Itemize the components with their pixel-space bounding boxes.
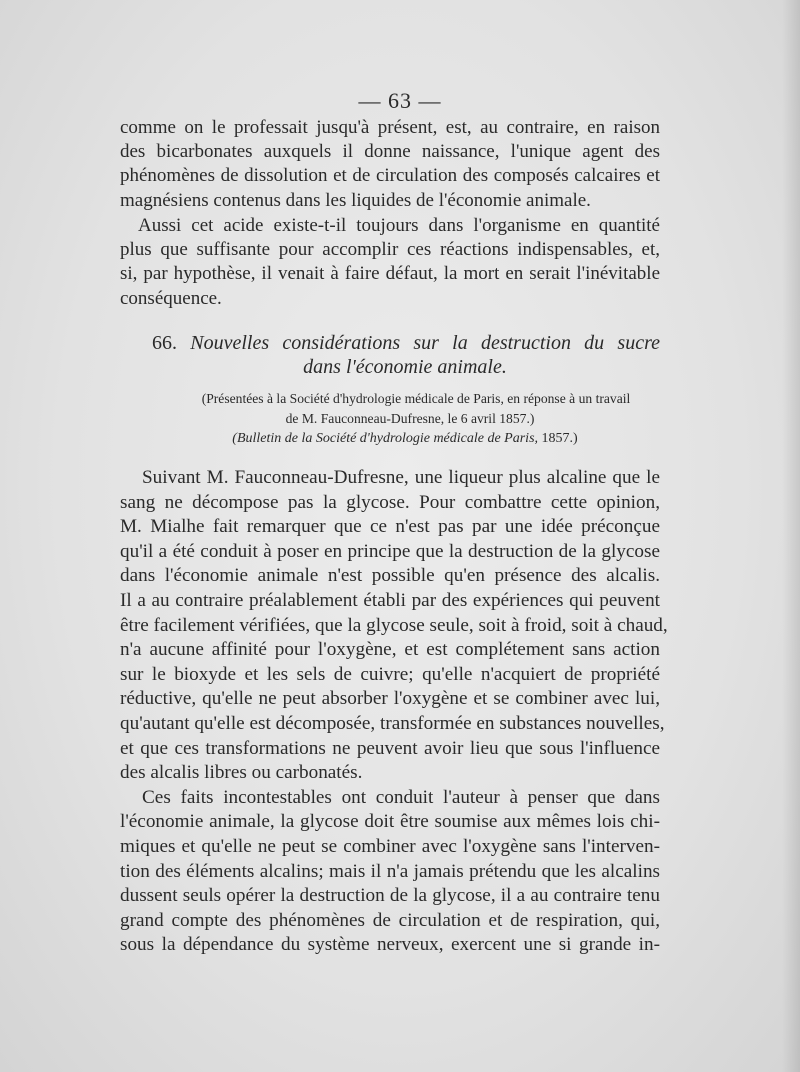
text-line: et que ces transformations ne peuvent avoir lieu que sous l'influence — [120, 737, 660, 759]
aussi-paragraph — [120, 214, 660, 311]
body-text — [120, 466, 668, 958]
text-line: tion des éléments alcalins; mais il n'a jamais prétendu que les alcalins — [120, 860, 660, 882]
section-number: 66. — [152, 332, 177, 354]
section-note — [120, 389, 660, 449]
note-line: de M. Fauconneau-Dufresne, le 6 avril 1857.) — [285, 411, 535, 426]
text-line: M. Mialhe fait remarquer que ce n'est pas par une idée préconçue — [120, 516, 660, 538]
section-title-line1 — [120, 331, 660, 355]
section-heading — [120, 331, 660, 379]
text-line: Suivant M. Fauconneau-Dufresne, une liqueur plus alcaline que le — [142, 467, 660, 488]
text-line: n'a aucune affinité pour l'oxygène, et est complétement sans action — [120, 639, 660, 661]
text-line: dans l'économie animale n'est possible qu'en présence des alcalis. — [120, 565, 660, 587]
text-line: grand compte des phénomènes de circulation et de respiration, qui, — [120, 909, 660, 931]
text-line: plus que suffisante pour accomplir ces réactions indispensables, et, — [120, 239, 660, 261]
text-line: être facilement vérifiées, que la glycose seule, soit à froid, soit à chaud, — [120, 614, 668, 636]
section-title-text: Nouvelles considérations sur la destruction du sucre — [190, 332, 661, 354]
text-line: sur le bioxyde et les sels de cuivre; qu'elle n'acquiert de propriété — [120, 663, 660, 685]
source-year: 1857.) — [541, 431, 578, 446]
text-line: magnésiens contenus dans les liquides de l'économie animale. — [120, 189, 591, 211]
text-line: Il a au contraire préalablement établi par des expériences qui peuvent — [120, 589, 660, 611]
text-line: qu'autant qu'elle est décomposée, transformée en substances nouvelles, — [120, 712, 665, 734]
text-line: phénomènes de dissolution et de circulation des composés calcaires et — [120, 165, 660, 187]
source-citation — [120, 429, 660, 449]
text-line: réductive, qu'elle ne peut absorber l'oxygène et se combiner avec lui, — [120, 688, 660, 710]
text-line: comme on le professait jusqu'à présent, est, au contraire, en raison — [120, 117, 660, 138]
section-title-line2: dans l'économie animale. — [303, 356, 507, 378]
note-line: (Présentées à la Société d'hydrologie médicale de Paris, en réponse à un travail — [201, 391, 631, 406]
text-line: sang ne décompose pas la glycose. Pour combattre cette opinion, — [120, 491, 660, 513]
continuation-paragraph — [120, 116, 660, 213]
text-line: des bicarbonates auxquels il donne naissance, l'unique agent des — [120, 141, 660, 163]
text-line: Aussi cet acide existe-t-il toujours dans l'organisme en quantité — [138, 215, 660, 236]
source-title: (Bulletin de la Société d'hydrologie médicale de Paris, — [232, 431, 539, 446]
text-line: Ces faits incontestables ont conduit l'auteur à penser que dans — [142, 786, 660, 808]
text-line: conséquence. — [120, 287, 222, 309]
text-line: l'économie animale, la glycose doit être soumise aux mêmes lois chi- — [120, 811, 660, 833]
text-line: dussent seuls opérer la destruction de la glycose, il a au contraire tenu — [120, 885, 660, 907]
text-line: miques et qu'elle ne peut se combiner avec l'oxygène sans l'interven- — [120, 835, 660, 857]
paragraph-ces-faits — [120, 786, 660, 958]
text-line: des alcalis libres ou carbonatés. — [120, 762, 363, 784]
text-line: qu'il a été conduit à poser en principe que la destruction de la glycose — [120, 540, 660, 562]
text-line: si, par hypothèse, il venait à faire défaut, la mort en serait l'inévitable — [120, 263, 660, 285]
paragraph-suivant — [120, 466, 668, 786]
page-edge-shadow — [782, 0, 800, 1072]
text-line: sous la dépendance du système nerveux, exercent une si grande in- — [120, 934, 660, 956]
page-number: — 63 — — [358, 88, 442, 113]
